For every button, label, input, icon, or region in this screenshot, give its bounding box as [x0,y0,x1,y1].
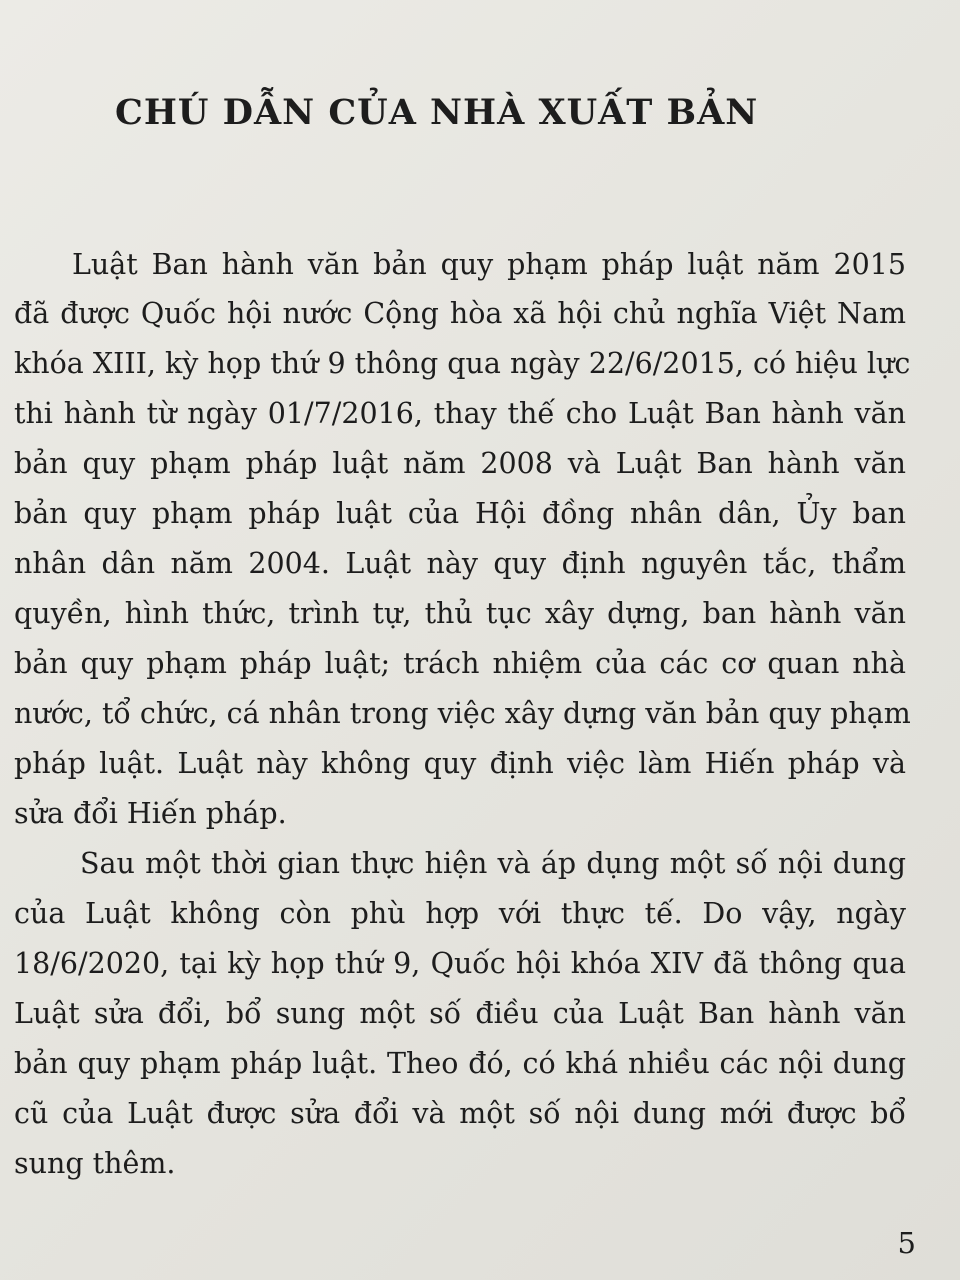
page-number: 5 [897,1226,916,1260]
paragraph-1-line-10: nước, tổ chức, cá nhân trong việc xây dựng văn bản quy phạm [14,697,911,730]
page-title: CHÚ DẪN CỦA NHÀ XUẤT BẢN [115,92,759,133]
paragraph-1-line-7: nhân dân năm 2004. Luật này quy định nguyên tắc, thẩm [14,547,906,580]
paragraph-1-line-3: khóa XIII, kỳ họp thứ 9 thông qua ngày 22/6/2015, có hiệu lực [14,347,911,380]
paragraph-2-line-2: của Luật không còn phù hợp với thực tế. Do vậy, ngày [14,897,906,930]
paragraph-2-line-4: Luật sửa đổi, bổ sung một số điều của Luật Ban hành văn [14,997,906,1030]
paragraph-1-line-5: bản quy phạm pháp luật năm 2008 và Luật Ban hành văn [14,447,906,480]
paragraph-1-line-6: bản quy phạm pháp luật của Hội đồng nhân dân, Ủy ban [14,497,906,530]
paragraph-2-line-3: 18/6/2020, tại kỳ họp thứ 9, Quốc hội khóa XIV đã thông qua [14,947,906,980]
paragraph-1-line-9: bản quy phạm pháp luật; trách nhiệm của các cơ quan nhà [14,647,906,680]
paragraph-1-line-2: đã được Quốc hội nước Cộng hòa xã hội chủ nghĩa Việt Nam [14,297,906,330]
paragraph-1-line-11: pháp luật. Luật này không quy định việc làm Hiến pháp và [14,747,906,780]
paragraph-2-line-7: sung thêm. [14,1147,176,1180]
paragraph-1-line-8: quyền, hình thức, trình tự, thủ tục xây dựng, ban hành văn [14,597,906,630]
paragraph-2-line-1: Sau một thời gian thực hiện và áp dụng một số nội dung [80,847,906,880]
paragraph-1-line-4: thi hành từ ngày 01/7/2016, thay thế cho Luật Ban hành văn [14,397,906,430]
paragraph-2-line-6: cũ của Luật được sửa đổi và một số nội dung mới được bổ [14,1097,906,1130]
paragraph-1-line-12: sửa đổi Hiến pháp. [14,797,287,830]
paragraph-2-line-5: bản quy phạm pháp luật. Theo đó, có khá nhiều các nội dung [14,1047,906,1080]
paragraph-1-line-1: Luật Ban hành văn bản quy phạm pháp luật năm 2015 [72,248,906,281]
